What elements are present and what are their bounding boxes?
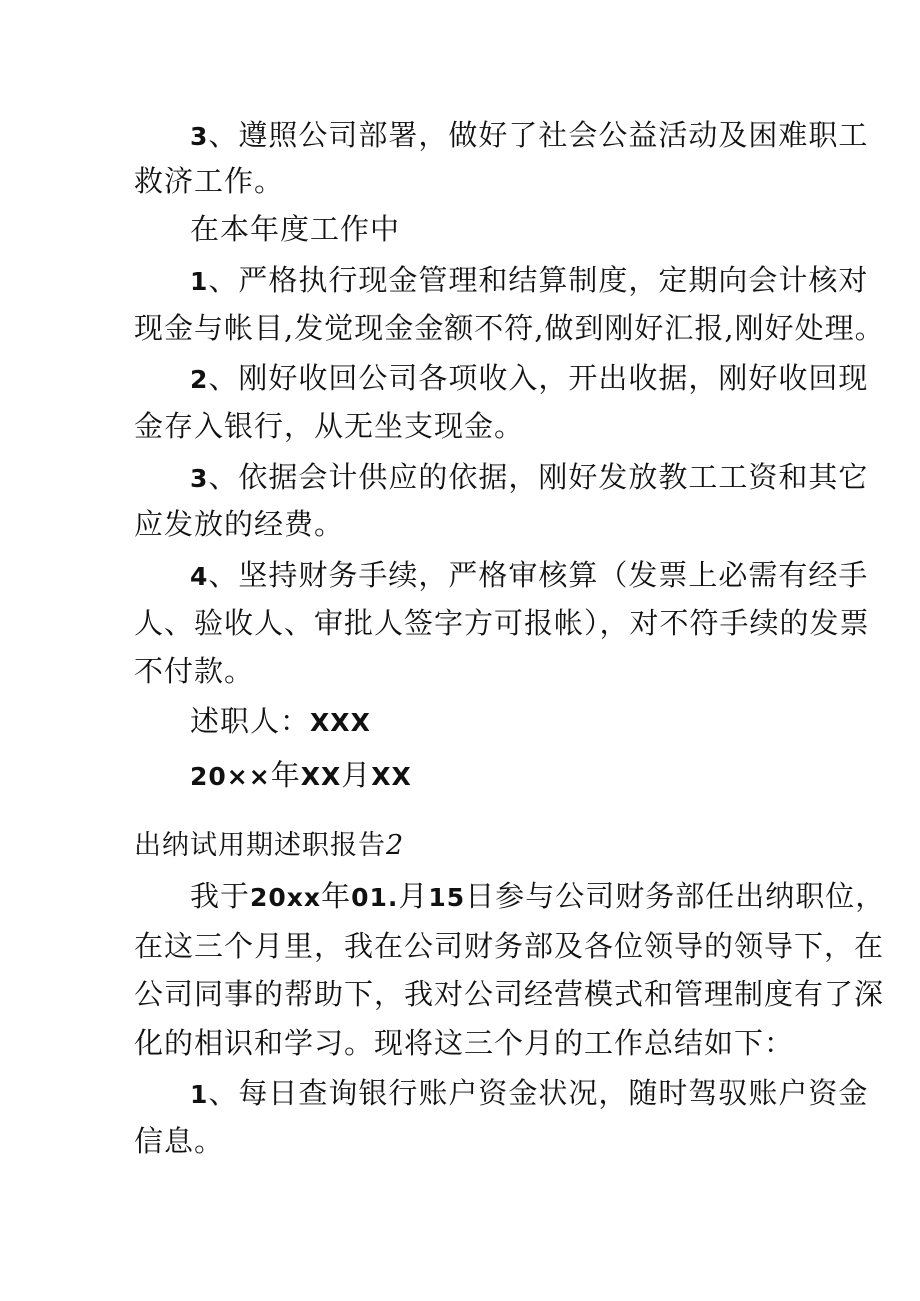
item-number: 4 — [190, 562, 209, 591]
item-text: 、每日查询银行账户资金状况，随时驾驭账户资金 — [208, 1076, 869, 1110]
paragraph-3-line-1 — [190, 117, 868, 155]
item-number: 3 — [190, 122, 209, 151]
section-2-paragraph-1-line-3: 公司同事的帮助下，我对公司经营模式和管理制度有了深 — [134, 977, 885, 1011]
item-2-line-1 — [190, 360, 868, 398]
item-number: 2 — [190, 365, 209, 394]
reporter-line — [190, 703, 371, 741]
item-3-line-2: 应发放的经费。 — [134, 507, 345, 541]
item-number: 3 — [190, 464, 209, 493]
section-title-number: 2 — [386, 830, 405, 861]
month-value: 01. — [351, 883, 399, 912]
day-value: 15 — [428, 883, 466, 912]
reporter-label: 述职人： — [190, 704, 311, 738]
item-text: 、依据会计供应的依据，刚好发放教工工资和其它 — [208, 460, 869, 494]
intro-line: 在本年度工作中 — [190, 212, 401, 246]
section-2-item-1-line-2: 信息。 — [134, 1124, 225, 1158]
paragraph-text: 月 — [398, 879, 429, 913]
item-text: 、严格执行现金管理和结算制度，定期向会计核对 — [208, 263, 869, 297]
date-month-unit: 月 — [341, 758, 372, 792]
item-number: 1 — [190, 1080, 209, 1109]
section-title-text: 出纳试用期述职报告 — [134, 830, 386, 861]
date-line — [190, 757, 412, 795]
paragraph-text: 日参与公司财务部任出纳职位， — [465, 879, 886, 913]
date-month: XX — [300, 762, 342, 791]
item-2-line-2: 金存入银行，从无坐支现金。 — [134, 409, 525, 443]
section-2-paragraph-1-line-2: 在这三个月里，我在公司财务部及各位领导的领导下，在 — [134, 929, 885, 963]
item-number: 1 — [190, 267, 209, 296]
section-2-item-1-line-1 — [190, 1075, 868, 1113]
item-text: 、刚好收回公司各项收入，开出收据，刚好收回现 — [208, 361, 869, 395]
section-2-paragraph-1-line-4: 化的相识和学习。现将这三个月的工作总结如下： — [134, 1026, 795, 1060]
date-year-unit: 年 — [270, 758, 301, 792]
item-3-line-1 — [190, 459, 868, 497]
item-4-line-3: 不付款。 — [134, 654, 255, 688]
item-4-line-1 — [190, 557, 868, 595]
item-text: 、坚持财务手续，严格审核算（发票上必需有经手 — [208, 558, 869, 592]
section-2-paragraph-1-line-1 — [190, 878, 885, 916]
paragraph-text: 年 — [321, 879, 352, 913]
reporter-name: XXX — [310, 708, 371, 737]
paragraph-text: 我于 — [190, 879, 251, 913]
item-1-line-2: 现金与帐目,发觉现金金额不符,做到刚好汇报,刚好处理。 — [134, 311, 885, 345]
item-1-line-1 — [190, 262, 868, 300]
year-value: 20xx — [250, 883, 322, 912]
section-title — [134, 828, 404, 864]
paragraph-3-line-2: 救济工作。 — [134, 164, 285, 198]
item-4-line-2: 人、验收人、审批人签字方可报帐），对不符手续的发票 — [134, 606, 870, 640]
date-year: 20×× — [190, 762, 271, 791]
date-day: XX — [371, 762, 412, 791]
paragraph-text: 、遵照公司部署，做好了社会公益活动及困难职工 — [208, 118, 869, 152]
